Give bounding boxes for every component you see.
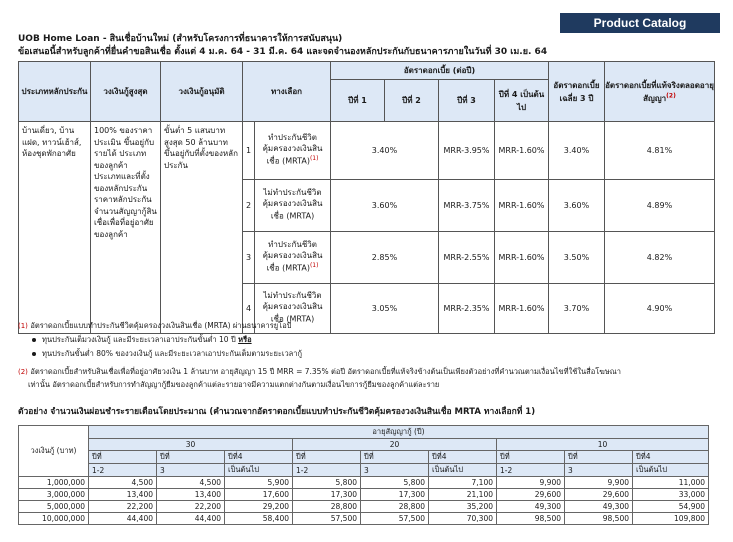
installment-value: 109,800 <box>633 513 709 525</box>
installment-value: 54,900 <box>633 501 709 513</box>
option-number: 4 <box>243 284 255 334</box>
subcol-year-3-range: 3 <box>361 464 429 477</box>
installment-value: 13,400 <box>157 489 225 501</box>
installment-value: 11,000 <box>633 477 709 489</box>
option-label: ทำประกันชีวิตคุ้มครองวงเงินสินเชื่อ (MRTA)$^{(1)}$ <box>255 122 331 180</box>
table-row <box>19 513 709 525</box>
rate-year-4: MRR-1.60% <box>495 232 549 284</box>
max-loan-cell: 100% ของราคาประเมิน ขึ้นอยู่กับรายได้ ประเภทของลูกค้า ประเภทและที่ตั้งของหลักประกัน ราคาหลักประกัน จำนวนสัญญากู้สินเชื่อเพื่อที่อยู่อาศัยของลูกค้า <box>91 122 161 334</box>
loan-amount-header: วงเงินกู้ (บาท) <box>19 426 89 477</box>
header-year-2: ปีที่ 2 <box>385 80 439 122</box>
rate-year-3: MRR-2.35% <box>439 284 495 334</box>
interest-rate-table <box>18 61 715 334</box>
table-row <box>19 501 709 513</box>
installment-value: 98,500 <box>497 513 565 525</box>
subcol-year-1-2: ปีที่ <box>293 451 361 464</box>
table-row <box>19 489 709 501</box>
table-row <box>19 477 709 489</box>
rate-year-4: MRR-1.60% <box>495 180 549 232</box>
footnote-1 <box>18 320 291 332</box>
option-label: ไม่ทำประกันชีวิตคุ้มครองวงเงินสินเชื่อ (MRTA) <box>255 284 331 334</box>
term-20: 20 <box>293 439 497 451</box>
option-number: 3 <box>243 232 255 284</box>
installment-value: 70,300 <box>429 513 497 525</box>
installment-value: 44,400 <box>89 513 157 525</box>
installment-value: 29,600 <box>497 489 565 501</box>
page-title: UOB Home Loan - สินเชื่อบ้านใหม่ (สำหรับโครงการที่ธนาคารให้การสนับสนุน) <box>18 34 343 44</box>
installment-value: 49,300 <box>565 501 633 513</box>
page-subtitle: ข้อเสนอนี้สำหรับลูกค้าที่ยื่นคำขอสินเชื่อ ตั้งแต่ 4 ม.ค. 64 - 31 มี.ค. 64 และจดจำนองหลักประกันกับธนาคารภายในวันที่ 30 เม.ย. 64 <box>18 47 548 57</box>
rate-year-4: MRR-1.60% <box>495 284 549 334</box>
rate-year-3: MRR-3.75% <box>439 180 495 232</box>
installment-value: 57,500 <box>293 513 361 525</box>
subcol-year-1-2-range: 1-2 <box>497 464 565 477</box>
subcol-year-4: ปีที่4 <box>225 451 293 464</box>
header-average-3y: อัตราดอกเบี้ยเฉลี่ย 3 ปี <box>549 62 605 122</box>
subcol-year-4: ปีที่4 <box>429 451 497 464</box>
loan-amount: 1,000,000 <box>19 477 89 489</box>
installment-value: 5,800 <box>293 477 361 489</box>
header-max-loan: วงเงินกู้สูงสุด <box>91 62 161 122</box>
option-number: 1 <box>243 122 255 180</box>
subcol-year-3: ปีที่ <box>361 451 429 464</box>
rate-year-4: MRR-1.60% <box>495 122 549 180</box>
rate-average: 3.70% <box>549 284 605 334</box>
installment-value: 7,100 <box>429 477 497 489</box>
installment-value: 4,500 <box>157 477 225 489</box>
installment-value: 9,900 <box>497 477 565 489</box>
rate-average: 3.60% <box>549 180 605 232</box>
header-year-4: ปีที่ 4 เป็นต้นไป <box>495 80 549 122</box>
installment-value: 58,400 <box>225 513 293 525</box>
installment-value: 29,200 <box>225 501 293 513</box>
subcol-year-4-range: เป็นต้นไป <box>633 464 709 477</box>
footnote-1-text: อัตราดอกเบี้ยแบบทำประกันชีวิตคุ้มครองวงเงินสินเชื่อ (MRTA) ผ่านธนาคารยูโอบี <box>30 321 292 330</box>
footnote-1-bullet-1 <box>32 334 252 345</box>
installment-value: 33,000 <box>633 489 709 501</box>
bullet-icon <box>32 352 36 356</box>
rate-year-1-2: 3.60% <box>331 180 439 232</box>
option-number: 2 <box>243 180 255 232</box>
installment-value: 29,600 <box>565 489 633 501</box>
term-30: 30 <box>89 439 293 451</box>
installment-value: 17,300 <box>361 489 429 501</box>
rate-year-1-2: 3.40% <box>331 122 439 180</box>
footnote-2-line-2: เท่านั้น อัตราดอกเบี้ยสำหรับการทำสัญญากู้ยืมของลูกค้าแต่ละรายอาจมีความแตกต่างกันตามเงื่อนไขการกู้ยืมของลูกค้าแต่ละราย <box>28 380 440 389</box>
bullet-1-or: หรือ <box>238 335 252 344</box>
installment-value: 17,600 <box>225 489 293 501</box>
installment-value: 4,500 <box>89 477 157 489</box>
loan-amount: 5,000,000 <box>19 501 89 513</box>
bullet-2-text: ทุนประกันขั้นต่ำ 80% ของวงเงินกู้ และมีระยะเวลาเอาประกันเต็มตามระยะเวลากู้ <box>42 349 303 358</box>
footnote-1-bullet-2 <box>32 348 302 359</box>
installment-table <box>18 425 709 525</box>
bullet-icon <box>32 338 36 342</box>
rate-year-1-2: 2.85% <box>331 232 439 284</box>
rate-year-3: MRR-3.95% <box>439 122 495 180</box>
subcol-year-4-range: เป็นต้นไป <box>225 464 293 477</box>
rate-effective: 4.81% <box>605 122 715 180</box>
property-type-cell: บ้านเดี่ยว, บ้านแฝด, ทาวน์เฮ้าส์, ห้องชุดพักอาศัย <box>19 122 91 334</box>
installment-rows <box>19 477 709 525</box>
subcol-year-3: ปีที่ <box>157 451 225 464</box>
rate-average: 3.40% <box>549 122 605 180</box>
header-option: ทางเลือก <box>243 62 331 122</box>
rate-effective: 4.90% <box>605 284 715 334</box>
option-label: ไม่ทำประกันชีวิตคุ้มครองวงเงินสินเชื่อ (MRTA) <box>255 180 331 232</box>
footnote-1-marker: (1) <box>18 322 28 330</box>
note-2-marker: (2) <box>666 91 676 99</box>
installment-value: 9,900 <box>565 477 633 489</box>
installment-value: 5,800 <box>361 477 429 489</box>
installment-value: 44,400 <box>157 513 225 525</box>
term-header: อายุสัญญากู้ (ปี) <box>89 426 709 439</box>
approval-cell: ขั้นต่ำ 5 แสนบาท สูงสุด 50 ล้านบาท ขึ้นอยู่กับที่ตั้งของหลักประกัน <box>161 122 243 334</box>
header-property-type: ประเภทหลักประกัน <box>19 62 91 122</box>
rate-effective: 4.82% <box>605 232 715 284</box>
footnote-2 <box>18 366 621 378</box>
product-catalog-badge: Product Catalog <box>560 13 720 33</box>
installment-value: 21,100 <box>429 489 497 501</box>
subcol-year-1-2-range: 1-2 <box>89 464 157 477</box>
footnote-2-marker: (2) <box>18 368 28 376</box>
installment-value: 28,800 <box>361 501 429 513</box>
bullet-1-text: ทุนประกันเต็มวงเงินกู้ และมีระยะเวลาเอาประกันขั้นต่ำ 10 ปี <box>42 335 236 344</box>
rate-year-3: MRR-2.55% <box>439 232 495 284</box>
header-year-1: ปีที่ 1 <box>331 80 385 122</box>
footnote-2-line-1: อัตราดอกเบี้ยสำหรับสินเชื่อเพื่อที่อยู่อาศัยวงเงิน 1 ล้านบาท อายุสัญญา 15 ปี MRR = 7.35% ต่อปี อัตราดอกเบี้ยที่แท้จริงข้างต้นเป็นเพียงตัวอย่างที่คำนวณตามเงื่อนไขที่ใช้ในสื่อโฆษณา <box>30 367 621 376</box>
rate-effective: 4.89% <box>605 180 715 232</box>
installment-value: 98,500 <box>565 513 633 525</box>
installment-value: 22,200 <box>157 501 225 513</box>
loan-amount: 3,000,000 <box>19 489 89 501</box>
loan-amount: 10,000,000 <box>19 513 89 525</box>
example-title: ตัวอย่าง จำนวนเงินผ่อนชำระรายเดือนโดยประมาณ (คำนวณจากอัตราดอกเบี้ยแบบทำประกันชีวิตคุ้มครองวงเงินสินเชื่อ MRTA ทางเลือกที่ 1) <box>18 407 536 417</box>
installment-value: 17,300 <box>293 489 361 501</box>
header-effective-rate: อัตราดอกเบี้ยที่แท้จริงตลอดอายุสัญญา$^{(2)}$ <box>605 62 715 122</box>
term-10: 10 <box>497 439 709 451</box>
subcol-year-3-range: 3 <box>565 464 633 477</box>
note-1-marker: (1) <box>309 155 319 163</box>
note-1-marker: (1) <box>309 262 319 270</box>
installment-value: 13,400 <box>89 489 157 501</box>
subcol-year-3-range: 3 <box>157 464 225 477</box>
installment-value: 28,800 <box>293 501 361 513</box>
subcol-year-1-2: ปีที่ <box>89 451 157 464</box>
subcol-year-4: ปีที่4 <box>633 451 709 464</box>
header-approval: วงเงินกู้อนุมัติ <box>161 62 243 122</box>
subcol-year-1-2: ปีที่ <box>497 451 565 464</box>
rate-year-1-2: 3.05% <box>331 284 439 334</box>
subcol-year-1-2-range: 1-2 <box>293 464 361 477</box>
option-label: ทำประกันชีวิตคุ้มครองวงเงินสินเชื่อ (MRTA)$^{(1)}$ <box>255 232 331 284</box>
installment-value: 5,900 <box>225 477 293 489</box>
subcol-year-4-range: เป็นต้นไป <box>429 464 497 477</box>
header-interest-group: อัตราดอกเบี้ย (ต่อปี) <box>331 62 549 80</box>
installment-value: 35,200 <box>429 501 497 513</box>
header-year-3: ปีที่ 3 <box>439 80 495 122</box>
installment-value: 22,200 <box>89 501 157 513</box>
subcol-year-3: ปีที่ <box>565 451 633 464</box>
rate-average: 3.50% <box>549 232 605 284</box>
installment-value: 57,500 <box>361 513 429 525</box>
installment-value: 49,300 <box>497 501 565 513</box>
